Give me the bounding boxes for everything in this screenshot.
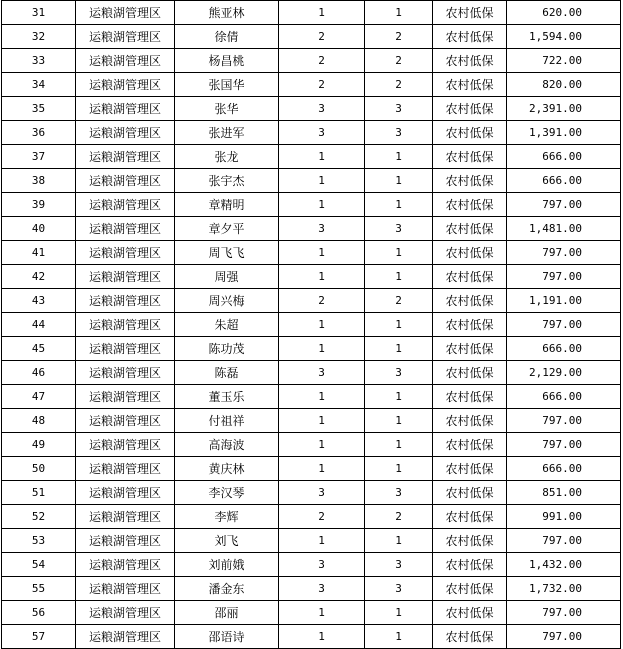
household-count-cell: 1 xyxy=(279,601,365,625)
relief-type-cell: 农村低保 xyxy=(433,433,507,457)
relief-type-cell: 农村低保 xyxy=(433,385,507,409)
name-cell: 李汉琴 xyxy=(175,481,279,505)
amount-cell: 666.00 xyxy=(507,169,621,193)
relief-type-cell: 农村低保 xyxy=(433,361,507,385)
table-row xyxy=(2,1,621,25)
row-number-cell: 45 xyxy=(2,337,76,361)
relief-type-cell: 农村低保 xyxy=(433,337,507,361)
amount-cell: 797.00 xyxy=(507,265,621,289)
district-cell: 运粮湖管理区 xyxy=(76,121,175,145)
row-number-cell: 50 xyxy=(2,457,76,481)
person-count-cell: 1 xyxy=(365,1,433,25)
person-count-cell: 2 xyxy=(365,505,433,529)
row-number-cell: 51 xyxy=(2,481,76,505)
row-number-cell: 39 xyxy=(2,193,76,217)
name-cell: 张华 xyxy=(175,97,279,121)
person-count-cell: 1 xyxy=(365,145,433,169)
table-row xyxy=(2,265,621,289)
name-cell: 徐倩 xyxy=(175,25,279,49)
district-cell: 运粮湖管理区 xyxy=(76,385,175,409)
district-cell: 运粮湖管理区 xyxy=(76,265,175,289)
name-cell: 张龙 xyxy=(175,145,279,169)
amount-cell: 1,594.00 xyxy=(507,25,621,49)
amount-cell: 666.00 xyxy=(507,145,621,169)
relief-type-cell: 农村低保 xyxy=(433,193,507,217)
household-count-cell: 3 xyxy=(279,97,365,121)
table-body xyxy=(2,1,621,649)
household-count-cell: 1 xyxy=(279,1,365,25)
district-cell: 运粮湖管理区 xyxy=(76,241,175,265)
district-cell: 运粮湖管理区 xyxy=(76,1,175,25)
row-number-cell: 46 xyxy=(2,361,76,385)
row-number-cell: 31 xyxy=(2,1,76,25)
person-count-cell: 2 xyxy=(365,25,433,49)
relief-type-cell: 农村低保 xyxy=(433,577,507,601)
table-row xyxy=(2,193,621,217)
person-count-cell: 1 xyxy=(365,529,433,553)
person-count-cell: 1 xyxy=(365,265,433,289)
household-count-cell: 2 xyxy=(279,289,365,313)
person-count-cell: 1 xyxy=(365,457,433,481)
household-count-cell: 2 xyxy=(279,73,365,97)
row-number-cell: 37 xyxy=(2,145,76,169)
table-row xyxy=(2,169,621,193)
table-row xyxy=(2,289,621,313)
name-cell: 刘前娥 xyxy=(175,553,279,577)
table-row xyxy=(2,505,621,529)
name-cell: 周飞飞 xyxy=(175,241,279,265)
amount-cell: 797.00 xyxy=(507,625,621,649)
amount-cell: 991.00 xyxy=(507,505,621,529)
table-row xyxy=(2,409,621,433)
district-cell: 运粮湖管理区 xyxy=(76,217,175,241)
name-cell: 潘金东 xyxy=(175,577,279,601)
person-count-cell: 1 xyxy=(365,601,433,625)
amount-cell: 797.00 xyxy=(507,433,621,457)
relief-type-cell: 农村低保 xyxy=(433,457,507,481)
name-cell: 高海波 xyxy=(175,433,279,457)
name-cell: 邵语诗 xyxy=(175,625,279,649)
amount-cell: 666.00 xyxy=(507,457,621,481)
relief-type-cell: 农村低保 xyxy=(433,73,507,97)
person-count-cell: 1 xyxy=(365,433,433,457)
relief-type-cell: 农村低保 xyxy=(433,49,507,73)
amount-cell: 851.00 xyxy=(507,481,621,505)
amount-cell: 620.00 xyxy=(507,1,621,25)
district-cell: 运粮湖管理区 xyxy=(76,577,175,601)
relief-type-cell: 农村低保 xyxy=(433,289,507,313)
amount-cell: 1,732.00 xyxy=(507,577,621,601)
row-number-cell: 56 xyxy=(2,601,76,625)
row-number-cell: 32 xyxy=(2,25,76,49)
household-count-cell: 1 xyxy=(279,265,365,289)
person-count-cell: 2 xyxy=(365,289,433,313)
relief-type-cell: 农村低保 xyxy=(433,1,507,25)
district-cell: 运粮湖管理区 xyxy=(76,169,175,193)
amount-cell: 666.00 xyxy=(507,337,621,361)
district-cell: 运粮湖管理区 xyxy=(76,433,175,457)
table-row xyxy=(2,313,621,337)
person-count-cell: 1 xyxy=(365,313,433,337)
relief-type-cell: 农村低保 xyxy=(433,217,507,241)
person-count-cell: 1 xyxy=(365,385,433,409)
household-count-cell: 1 xyxy=(279,241,365,265)
district-cell: 运粮湖管理区 xyxy=(76,49,175,73)
name-cell: 张宇杰 xyxy=(175,169,279,193)
table-row xyxy=(2,457,621,481)
name-cell: 陈磊 xyxy=(175,361,279,385)
household-count-cell: 1 xyxy=(279,145,365,169)
row-number-cell: 47 xyxy=(2,385,76,409)
amount-cell: 797.00 xyxy=(507,241,621,265)
relief-type-cell: 农村低保 xyxy=(433,169,507,193)
district-cell: 运粮湖管理区 xyxy=(76,25,175,49)
table-row xyxy=(2,481,621,505)
amount-cell: 1,481.00 xyxy=(507,217,621,241)
amount-cell: 797.00 xyxy=(507,529,621,553)
household-count-cell: 3 xyxy=(279,481,365,505)
amount-cell: 2,391.00 xyxy=(507,97,621,121)
table-row xyxy=(2,241,621,265)
relief-recipients-table xyxy=(1,0,621,649)
row-number-cell: 52 xyxy=(2,505,76,529)
row-number-cell: 42 xyxy=(2,265,76,289)
district-cell: 运粮湖管理区 xyxy=(76,97,175,121)
table-row xyxy=(2,145,621,169)
relief-type-cell: 农村低保 xyxy=(433,145,507,169)
amount-cell: 1,391.00 xyxy=(507,121,621,145)
relief-type-cell: 农村低保 xyxy=(433,553,507,577)
table-row xyxy=(2,97,621,121)
name-cell: 刘飞 xyxy=(175,529,279,553)
name-cell: 黄庆林 xyxy=(175,457,279,481)
name-cell: 章精明 xyxy=(175,193,279,217)
amount-cell: 797.00 xyxy=(507,193,621,217)
district-cell: 运粮湖管理区 xyxy=(76,337,175,361)
household-count-cell: 2 xyxy=(279,49,365,73)
household-count-cell: 1 xyxy=(279,169,365,193)
table-row xyxy=(2,529,621,553)
row-number-cell: 55 xyxy=(2,577,76,601)
table-row xyxy=(2,337,621,361)
table-row xyxy=(2,73,621,97)
row-number-cell: 54 xyxy=(2,553,76,577)
person-count-cell: 3 xyxy=(365,481,433,505)
household-count-cell: 1 xyxy=(279,313,365,337)
table-row xyxy=(2,217,621,241)
row-number-cell: 40 xyxy=(2,217,76,241)
amount-cell: 820.00 xyxy=(507,73,621,97)
row-number-cell: 36 xyxy=(2,121,76,145)
table-row xyxy=(2,601,621,625)
district-cell: 运粮湖管理区 xyxy=(76,145,175,169)
name-cell: 邵丽 xyxy=(175,601,279,625)
table-row xyxy=(2,121,621,145)
household-count-cell: 2 xyxy=(279,25,365,49)
person-count-cell: 1 xyxy=(365,169,433,193)
district-cell: 运粮湖管理区 xyxy=(76,601,175,625)
person-count-cell: 1 xyxy=(365,337,433,361)
relief-type-cell: 农村低保 xyxy=(433,409,507,433)
table-row xyxy=(2,49,621,73)
district-cell: 运粮湖管理区 xyxy=(76,553,175,577)
person-count-cell: 3 xyxy=(365,577,433,601)
row-number-cell: 48 xyxy=(2,409,76,433)
relief-type-cell: 农村低保 xyxy=(433,97,507,121)
household-count-cell: 3 xyxy=(279,361,365,385)
relief-type-cell: 农村低保 xyxy=(433,241,507,265)
amount-cell: 666.00 xyxy=(507,385,621,409)
district-cell: 运粮湖管理区 xyxy=(76,289,175,313)
amount-cell: 797.00 xyxy=(507,409,621,433)
relief-type-cell: 农村低保 xyxy=(433,505,507,529)
name-cell: 周强 xyxy=(175,265,279,289)
relief-type-cell: 农村低保 xyxy=(433,25,507,49)
row-number-cell: 44 xyxy=(2,313,76,337)
row-number-cell: 34 xyxy=(2,73,76,97)
person-count-cell: 1 xyxy=(365,409,433,433)
name-cell: 李辉 xyxy=(175,505,279,529)
row-number-cell: 38 xyxy=(2,169,76,193)
name-cell: 熊亚林 xyxy=(175,1,279,25)
district-cell: 运粮湖管理区 xyxy=(76,505,175,529)
person-count-cell: 1 xyxy=(365,193,433,217)
household-count-cell: 1 xyxy=(279,433,365,457)
row-number-cell: 35 xyxy=(2,97,76,121)
row-number-cell: 43 xyxy=(2,289,76,313)
amount-cell: 1,432.00 xyxy=(507,553,621,577)
name-cell: 周兴梅 xyxy=(175,289,279,313)
relief-type-cell: 农村低保 xyxy=(433,601,507,625)
district-cell: 运粮湖管理区 xyxy=(76,361,175,385)
household-count-cell: 2 xyxy=(279,505,365,529)
amount-cell: 1,191.00 xyxy=(507,289,621,313)
household-count-cell: 1 xyxy=(279,625,365,649)
household-count-cell: 1 xyxy=(279,193,365,217)
household-count-cell: 1 xyxy=(279,409,365,433)
district-cell: 运粮湖管理区 xyxy=(76,313,175,337)
household-count-cell: 1 xyxy=(279,529,365,553)
person-count-cell: 1 xyxy=(365,241,433,265)
district-cell: 运粮湖管理区 xyxy=(76,625,175,649)
household-count-cell: 3 xyxy=(279,577,365,601)
table-row xyxy=(2,625,621,649)
person-count-cell: 2 xyxy=(365,73,433,97)
household-count-cell: 1 xyxy=(279,385,365,409)
person-count-cell: 3 xyxy=(365,121,433,145)
table-row xyxy=(2,553,621,577)
relief-type-cell: 农村低保 xyxy=(433,313,507,337)
amount-cell: 722.00 xyxy=(507,49,621,73)
table-row xyxy=(2,361,621,385)
table-row xyxy=(2,577,621,601)
person-count-cell: 3 xyxy=(365,97,433,121)
district-cell: 运粮湖管理区 xyxy=(76,193,175,217)
table-row xyxy=(2,433,621,457)
relief-type-cell: 农村低保 xyxy=(433,481,507,505)
row-number-cell: 41 xyxy=(2,241,76,265)
relief-type-cell: 农村低保 xyxy=(433,265,507,289)
person-count-cell: 1 xyxy=(365,625,433,649)
table-row xyxy=(2,25,621,49)
name-cell: 朱超 xyxy=(175,313,279,337)
district-cell: 运粮湖管理区 xyxy=(76,457,175,481)
name-cell: 张国华 xyxy=(175,73,279,97)
district-cell: 运粮湖管理区 xyxy=(76,529,175,553)
name-cell: 章夕平 xyxy=(175,217,279,241)
person-count-cell: 3 xyxy=(365,361,433,385)
amount-cell: 2,129.00 xyxy=(507,361,621,385)
row-number-cell: 53 xyxy=(2,529,76,553)
household-count-cell: 3 xyxy=(279,217,365,241)
name-cell: 陈功茂 xyxy=(175,337,279,361)
name-cell: 杨昌桃 xyxy=(175,49,279,73)
row-number-cell: 57 xyxy=(2,625,76,649)
person-count-cell: 3 xyxy=(365,553,433,577)
relief-type-cell: 农村低保 xyxy=(433,121,507,145)
relief-type-cell: 农村低保 xyxy=(433,625,507,649)
household-count-cell: 3 xyxy=(279,121,365,145)
household-count-cell: 1 xyxy=(279,457,365,481)
row-number-cell: 49 xyxy=(2,433,76,457)
relief-type-cell: 农村低保 xyxy=(433,529,507,553)
table-row xyxy=(2,385,621,409)
person-count-cell: 2 xyxy=(365,49,433,73)
household-count-cell: 3 xyxy=(279,553,365,577)
amount-cell: 797.00 xyxy=(507,313,621,337)
row-number-cell: 33 xyxy=(2,49,76,73)
household-count-cell: 1 xyxy=(279,337,365,361)
district-cell: 运粮湖管理区 xyxy=(76,73,175,97)
district-cell: 运粮湖管理区 xyxy=(76,409,175,433)
district-cell: 运粮湖管理区 xyxy=(76,481,175,505)
amount-cell: 797.00 xyxy=(507,601,621,625)
person-count-cell: 3 xyxy=(365,217,433,241)
name-cell: 付祖祥 xyxy=(175,409,279,433)
name-cell: 张进军 xyxy=(175,121,279,145)
name-cell: 董玉乐 xyxy=(175,385,279,409)
